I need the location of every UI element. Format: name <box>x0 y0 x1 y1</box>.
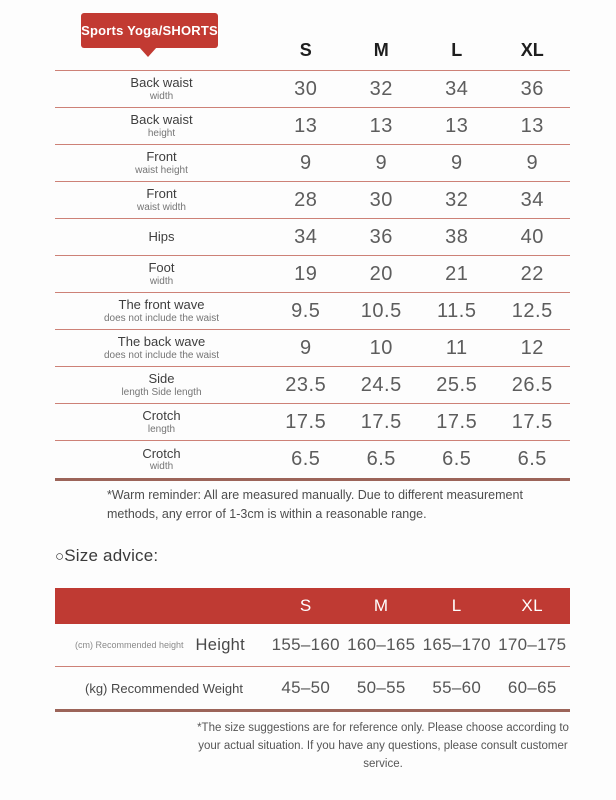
row-label-main: Front <box>146 186 177 202</box>
table-row-front-waist-width <box>55 182 570 219</box>
badge-slot <box>55 0 268 70</box>
size-value-cell: 26.5 <box>511 373 553 396</box>
size-value-cell: 11.5 <box>437 299 477 322</box>
measurement-table-header <box>55 0 570 70</box>
size-advice-label: Size advice: <box>64 546 159 565</box>
table-row-front-waist-height <box>55 145 570 182</box>
row-label <box>55 149 268 176</box>
badge-label: Sports Yoga/SHORTS <box>81 23 218 38</box>
row-label-sub: waist width <box>137 201 186 213</box>
row-label-main: The front wave <box>118 297 205 313</box>
advice-value-cell: 60–65 <box>507 678 557 697</box>
advice-value-cell: 160–165 <box>347 635 416 654</box>
row-label-sub: width <box>149 461 174 473</box>
size-value-cell: 12.5 <box>511 299 553 322</box>
advice-value-cell: 50–55 <box>356 678 406 697</box>
size-column-header-s: S <box>299 40 312 60</box>
advice-table-header <box>55 588 570 624</box>
row-label-sub: width <box>149 275 174 287</box>
row-label-main: Foot <box>148 260 175 276</box>
row-label-sub: does not include the waist <box>103 349 220 361</box>
size-value-cell: 9 <box>375 151 388 174</box>
product-category-badge <box>81 13 218 48</box>
size-value-cell: 32 <box>445 188 469 211</box>
size-value-cell: 17.5 <box>360 410 402 433</box>
size-value-cell: 6.5 <box>366 448 396 470</box>
size-value-cell: 38 <box>445 225 469 248</box>
row-label-main: Back waist <box>130 112 193 128</box>
size-value-cell: 6.5 <box>291 448 321 470</box>
table-row-front-wave <box>55 293 570 330</box>
size-value-cell: 19 <box>294 262 318 285</box>
size-value-cell: 32 <box>369 77 393 100</box>
row-label-main: Crotch <box>142 445 181 461</box>
table-row-hips <box>55 219 570 256</box>
size-value-cell: 36 <box>520 77 544 100</box>
size-value-cell: 17.5 <box>436 410 478 433</box>
size-value-cell: 13 <box>294 114 318 137</box>
size-value-cell: 10 <box>369 336 393 359</box>
size-value-cell: 22 <box>520 262 544 285</box>
size-value-cell: 9 <box>299 336 312 359</box>
size-column-header-m: M <box>373 40 389 60</box>
advice-column-header-m: M <box>373 596 389 615</box>
row-label-unit: (cm) Recommended height <box>75 640 184 650</box>
size-value-cell: 30 <box>294 77 318 100</box>
row-label <box>55 186 268 213</box>
row-label-sub: length Side length <box>121 386 202 398</box>
advice-table-body <box>55 624 570 712</box>
advice-value-cell: 165–170 <box>422 635 491 654</box>
size-value-cell: 9 <box>526 151 539 174</box>
row-label-sub: does not include the waist <box>103 312 220 324</box>
row-label-sub: length <box>147 423 176 435</box>
size-value-cell: 24.5 <box>360 373 402 396</box>
advice-column-header-s: S <box>299 596 312 615</box>
size-value-cell: 13 <box>520 114 544 137</box>
warm-reminder-note: *Warm reminder: All are measured manually. Due to different measurement methods, any error of 1-3cm is within a reasonable range. <box>107 488 523 521</box>
size-value-cell: 13 <box>369 114 393 137</box>
row-label <box>55 334 268 361</box>
advice-table <box>55 588 570 712</box>
size-value-cell: 40 <box>520 225 544 248</box>
size-value-cell: 9 <box>450 151 463 174</box>
row-label <box>55 636 268 655</box>
advice-value-cell: 45–50 <box>281 678 331 697</box>
badge-pointer-icon <box>139 47 157 66</box>
advice-row-height <box>55 624 570 667</box>
row-label <box>55 446 268 473</box>
table-row-foot-width <box>55 256 570 293</box>
size-value-cell: 34 <box>445 77 469 100</box>
circle-icon: ○ <box>55 548 65 565</box>
row-label <box>55 297 268 324</box>
row-label <box>55 371 268 398</box>
row-label-sub: width <box>149 90 174 102</box>
row-label-main: Crotch <box>142 408 181 424</box>
advice-row-weight <box>55 667 570 709</box>
row-label-sub: height <box>147 127 176 139</box>
table-row-back-waist-width <box>55 71 570 108</box>
row-label <box>55 75 268 102</box>
row-label <box>55 229 268 244</box>
size-value-cell: 11 <box>445 336 468 359</box>
size-value-cell: 36 <box>369 225 393 248</box>
table-row-crotch-length <box>55 404 570 441</box>
size-suggestion-note: *The size suggestions are for reference only. Please choose according to your actual situation. If you have any questions, please consult customer service. <box>197 722 569 770</box>
advice-value-cell: 170–175 <box>498 635 567 654</box>
size-value-cell: 6.5 <box>517 448 547 470</box>
row-label-main: Height <box>195 635 246 654</box>
size-value-cell: 28 <box>294 188 318 211</box>
size-value-cell: 17.5 <box>285 410 327 433</box>
row-label: (kg) Recommended Weight <box>85 680 243 696</box>
size-value-cell: 23.5 <box>285 373 327 396</box>
row-label-sub: waist height <box>135 164 188 176</box>
row-label <box>55 260 268 287</box>
table-row-back-wave <box>55 330 570 367</box>
row-label-main: Hips <box>148 229 175 245</box>
row-label-main: Front <box>146 149 177 165</box>
size-value-cell: 9.5 <box>291 299 321 322</box>
size-advice-heading <box>55 546 158 566</box>
table-row-side-length <box>55 367 570 404</box>
row-label <box>55 408 268 435</box>
size-column-header-xl: XL <box>520 40 544 60</box>
size-value-cell: 13 <box>445 114 469 137</box>
size-value-cell: 17.5 <box>511 410 553 433</box>
table-row-crotch-width <box>55 441 570 478</box>
size-value-cell: 10.5 <box>360 299 402 322</box>
size-value-cell: 25.5 <box>436 373 478 396</box>
size-value-cell: 21 <box>445 262 469 285</box>
row-label-main: The back wave <box>117 334 206 350</box>
measurement-table-body <box>55 70 570 481</box>
measurement-table <box>55 0 570 481</box>
row-label <box>55 112 268 139</box>
size-value-cell: 12 <box>520 336 544 359</box>
size-value-cell: 20 <box>369 262 393 285</box>
size-value-cell: 6.5 <box>442 448 472 470</box>
advice-column-header-xl: XL <box>521 596 544 615</box>
table-row-back-waist-height <box>55 108 570 145</box>
size-value-cell: 30 <box>369 188 393 211</box>
size-column-header-l: L <box>451 40 463 60</box>
size-value-cell: 34 <box>520 188 544 211</box>
advice-value-cell: 155–160 <box>271 635 340 654</box>
row-label-main: Side <box>148 371 175 387</box>
advice-column-header-l: L <box>451 596 462 615</box>
advice-value-cell: 55–60 <box>432 678 482 697</box>
size-value-cell: 9 <box>299 151 312 174</box>
size-value-cell: 34 <box>294 225 318 248</box>
row-label-main: Back waist <box>130 75 193 91</box>
